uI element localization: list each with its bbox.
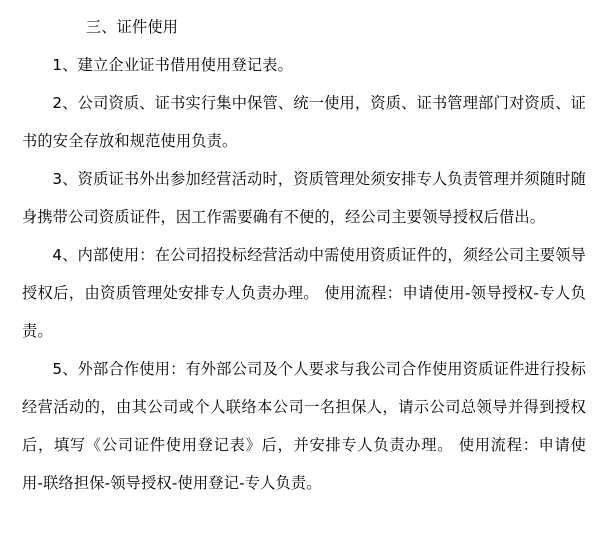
paragraph-4: 4、内部使用：在公司招投标经营活动中需使用资质证件的，须经公司主要领导授权后，由资质管理处安排专人负责办理。 使用流程：申请使用-领导授权-专人负责。	[22, 246, 586, 340]
section-heading: 三、证件使用	[85, 18, 179, 36]
paragraph-2: 2、公司资质、证书实行集中保管、统一使用，资质、证书管理部门对资质、证书的安全存放和规范使用负责。	[22, 94, 586, 150]
paragraph-1: 1、建立企业证书借用使用登记表。	[52, 56, 294, 74]
paragraph-3: 3、资质证书外出参加经营活动时，资质管理处须安排专人负责管理并须随时随身携带公司资质证件，因工作需要确有不便的，经公司主要领导授权后借出。	[22, 170, 586, 226]
document-body	[22, 8, 586, 502]
paragraph-5: 5、外部合作使用：有外部公司及个人要求与我公司合作使用资质证件进行投标经营活动的，由其公司或个人联络本公司一名担保人，请示公司总领导并得到授权后，填写《公司证件使用登记表》后，并安排专人负责办理。 使用流程：申请使用-联络担保-领导授权-使用登记-专人负责。	[22, 360, 586, 492]
